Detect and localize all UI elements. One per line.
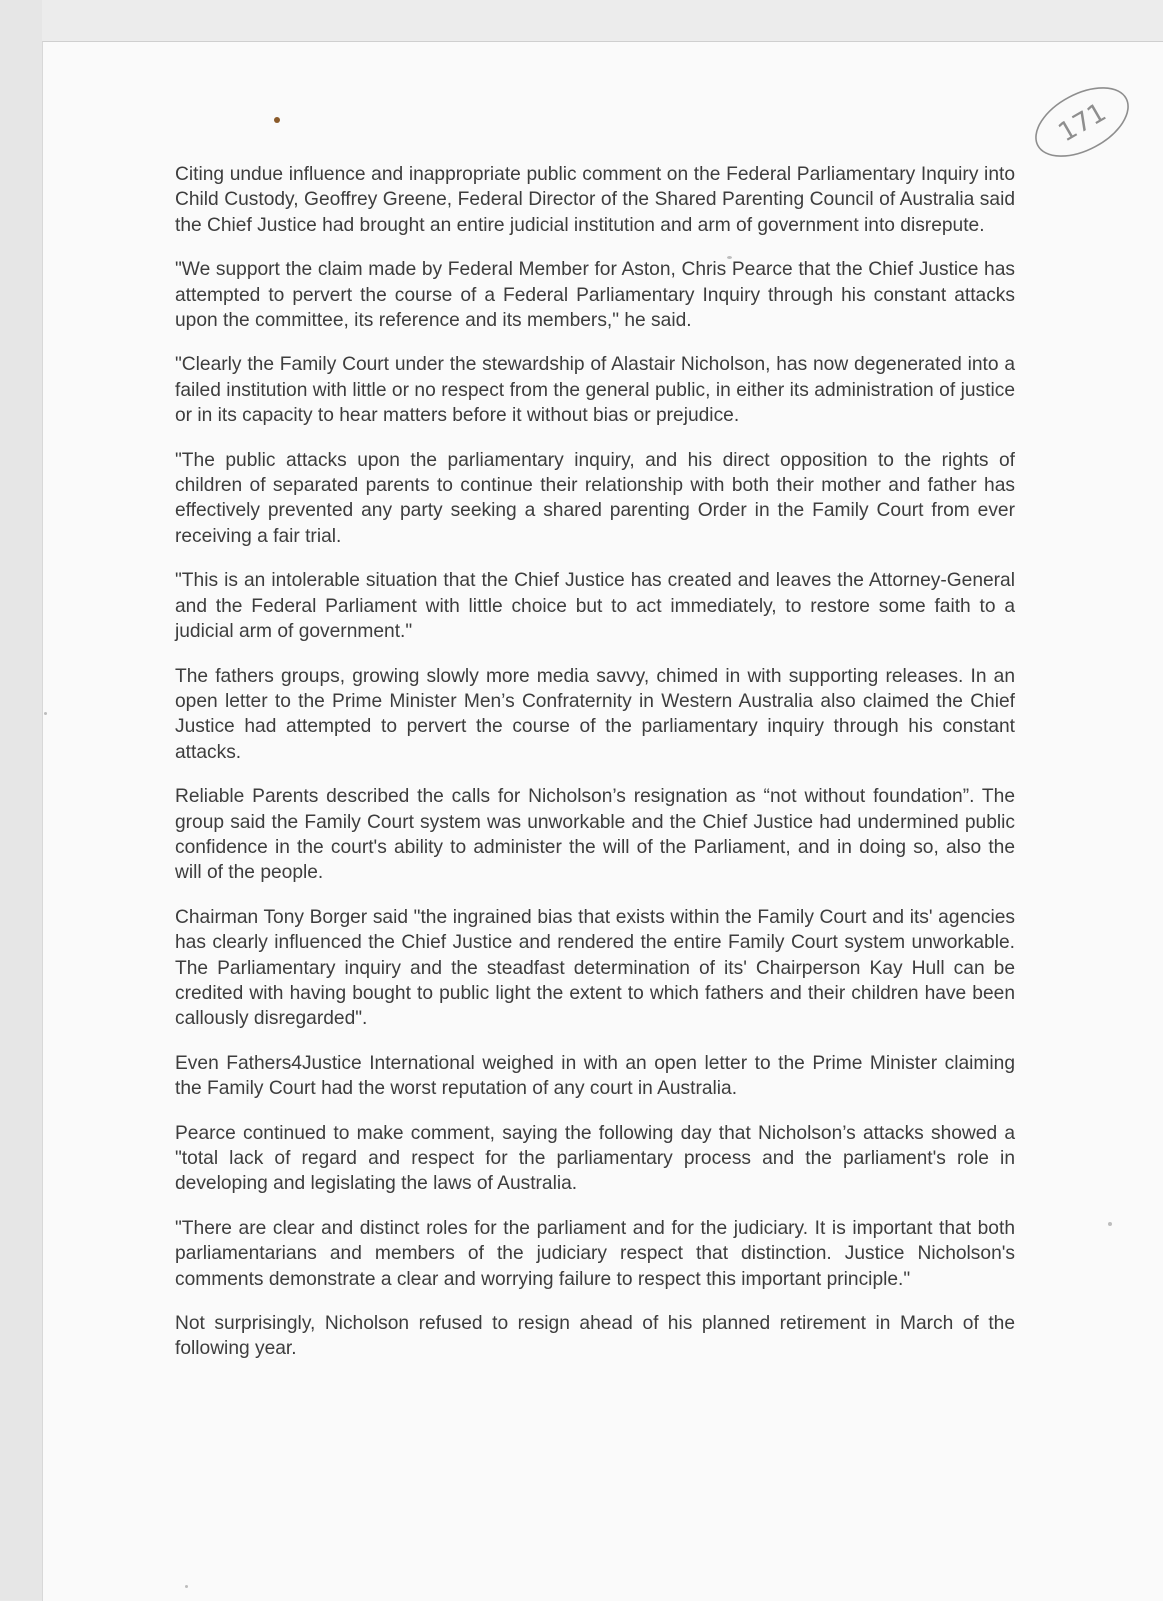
- handwritten-folio-number: [1026, 84, 1134, 162]
- paragraph: Reliable Parents described the calls for Nicholson’s resignation as “not without foundation”. The group said the Family Court system was unworkable and the Chief Justice had undermined public confidence in the court's ability to administer the will of the Parliament, and in doing so, also the will of the people.: [175, 786, 1015, 884]
- paragraph: Not surprisingly, Nicholson refused to resign ahead of his planned retirement in March of the following year.: [175, 1313, 1015, 1360]
- paragraph: "The public attacks upon the parliamentary inquiry, and his direct opposition to the rights of children of separated parents to continue their relationship with both their mother and father has effectively prevented any party seeking a shared parenting Order in the Family Court from ever receiving a fair trial.: [175, 449, 1015, 547]
- paragraph: "This is an intolerable situation that the Chief Justice has created and leaves the Attorney-General and the Federal Parliament with little choice but to act immediately, to restore some faith to a judicial arm of government.": [175, 570, 1015, 643]
- paragraph: "We support the claim made by Federal Member for Aston, Chris Pearce that the Chief Justice has attempted to pervert the course of a Federal Parliamentary Inquiry through his constant attacks upon the committee, its reference and its members," he said.: [175, 259, 1015, 332]
- paper-speck: [1108, 1222, 1112, 1226]
- paragraph: The fathers groups, growing slowly more media savvy, chimed in with supporting releases. In an open letter to the Prime Minister Men’s Confraternity in Western Australia also claimed the Chief Justice had attempted to pervert the course of the parliamentary inquiry through his constant attacks.: [175, 665, 1015, 763]
- paragraph: Chairman Tony Borger said "the ingrained bias that exists within the Family Court and its' agencies has clearly influenced the Chief Justice and rendered the entire Family Court system unworkable. The Parliamentary inquiry and the steadfast determination of its' Chairperson Kay Hull can be credited with having bought to public light the extent to which fathers and their children have been callously disregarded".: [175, 906, 1015, 1030]
- folio-number-text: 171: [1053, 97, 1112, 149]
- paragraph: Pearce continued to make comment, saying the following day that Nicholson’s attacks showed a "total lack of regard and respect for the parliamentary process and the parliament's role in developing and legislating the laws of Australia.: [175, 1122, 1015, 1195]
- paragraph: "Clearly the Family Court under the stewardship of Alastair Nicholson, has now degenerated into a failed institution with little or no respect from the general public, in either its administration of justice or in its capacity to hear matters before it without bias or prejudice.: [175, 354, 1015, 427]
- scanner-bed-top: [0, 0, 1163, 42]
- paragraph: Citing undue influence and inappropriate public comment on the Federal Parliamentary Inquiry into Child Custody, Geoffrey Greene, Federal Director of the Shared Parenting Council of Australia said the Chief Justice had brought an entire judicial institution and arm of government into disrepute.: [175, 164, 1015, 236]
- paper-speck: [44, 712, 47, 715]
- paper-speck: [185, 1585, 188, 1588]
- document-body: [175, 162, 1015, 1362]
- paragraph: "There are clear and distinct roles for the parliament and for the judiciary. It is important that both parliamentarians and members of the judiciary respect that distinction. Justice Nicholson's comments demonstrate a clear and worrying failure to respect this important principle.": [175, 1217, 1015, 1290]
- paragraph: Even Fathers4Justice International weighed in with an open letter to the Prime Minister claiming the Family Court had the worst reputation of any court in Australia.: [175, 1052, 1015, 1100]
- scanner-bed-left: [0, 0, 42, 1600]
- ink-dot-mark: [274, 117, 280, 123]
